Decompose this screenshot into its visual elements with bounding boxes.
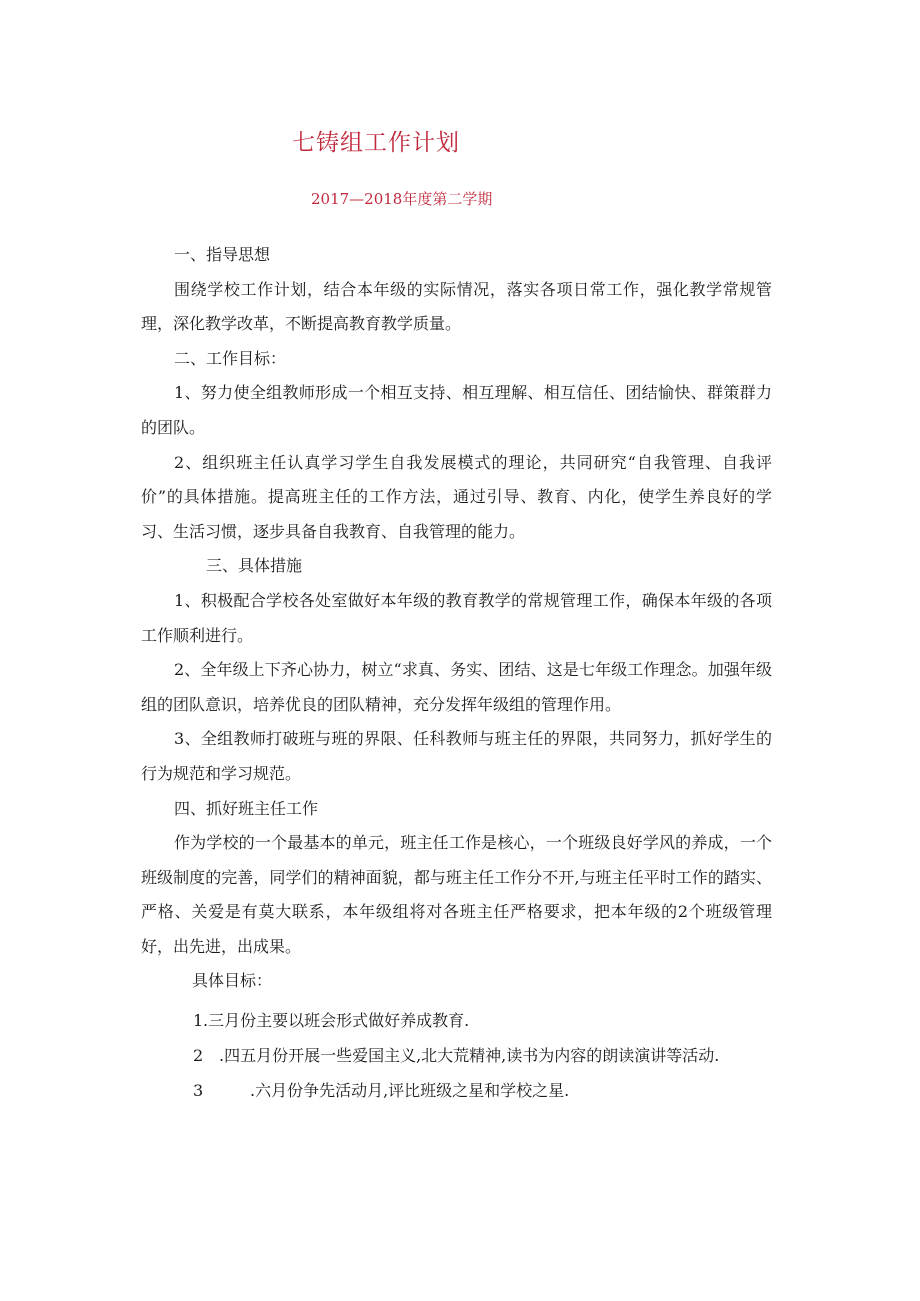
goal-number: 3 [193,1081,204,1100]
document-body [141,238,772,999]
goal-text: .四五月份开展一些爱国主义,北大荒精神,读书为内容的朗读演讲等活动. [219,1046,720,1065]
goals-heading: 具体目标： [192,971,273,991]
measure-item-2: 2、全年级上下齐心协力，树立“求真、务实、团结、这是七年级工作理念。加强年级组的团队意识，培养优良的团队精神，充分发挥年级组的管理作用。 [141,660,772,714]
measure-item-1: 1、积极配合学校各处室做好本年级的教育教学的常规管理工作，确保本年级的各项工作顺利进行。 [141,590,772,645]
section-heading-class-teacher: 四、抓好班主任工作 [174,798,319,818]
section-heading-measures: 三、具体措施 [206,556,303,576]
goal-item-3 [193,1078,719,1112]
paragraph-class-teacher: 作为学校的一个最基本的单元，班主任工作是核心，一个班级良好学风的养成，一个班级制度的完善，同学们的精神面貌，都与班主任工作分不开,与班主任平时工作的踏实、严格、关爱是有莫大联系，本年级组将对各班主任严格要求，把本年级的2个班级管理好，出先进，出成果。 [141,833,772,956]
section-heading-guiding-thought: 一、指导思想 [174,245,271,264]
goal-text: .六月份争先活动月,评比班级之星和学校之星. [250,1081,570,1100]
section-heading-work-goals: 二、工作目标： [174,348,287,368]
goal-item-2 [193,1043,719,1077]
goal-number: 2 [193,1046,204,1065]
paragraph-guiding-thought: 围绕学校工作计划，结合本年级的实际情况，落实各项日常工作，强化教学常规管理，深化教学改革，不断提高教育教学质量。 [141,279,772,334]
goals-list [193,1008,719,1113]
goal-text: .三月份主要以班会形式做好养成教育. [203,1011,470,1030]
goal-number: 1 [193,1011,204,1030]
document-title: 七铸组工作计划 [292,130,460,156]
work-goal-item-2: 2、组织班主任认真学习学生自我发展模式的理论，共同研究“自我管理、自我评价”的具体措施。提高班主任的工作方法，通过引导、教育、内化，使学生养良好的学习、生活习惯，逐步具备自我教育、自我管理的能力。 [141,452,772,541]
document-subtitle: 2017—2018年度第二学期 [311,190,493,208]
work-goal-item-1: 1、努力使全组教师形成一个相互支持、相互理解、相互信任、团结愉快、群策群力的团队。 [141,383,772,437]
goal-item-1 [193,1008,719,1042]
measure-item-3: 3、全组教师打破班与班的界限、任科教师与班主任的界限，共同努力，抓好学生的行为规范和学习规范。 [141,729,772,783]
